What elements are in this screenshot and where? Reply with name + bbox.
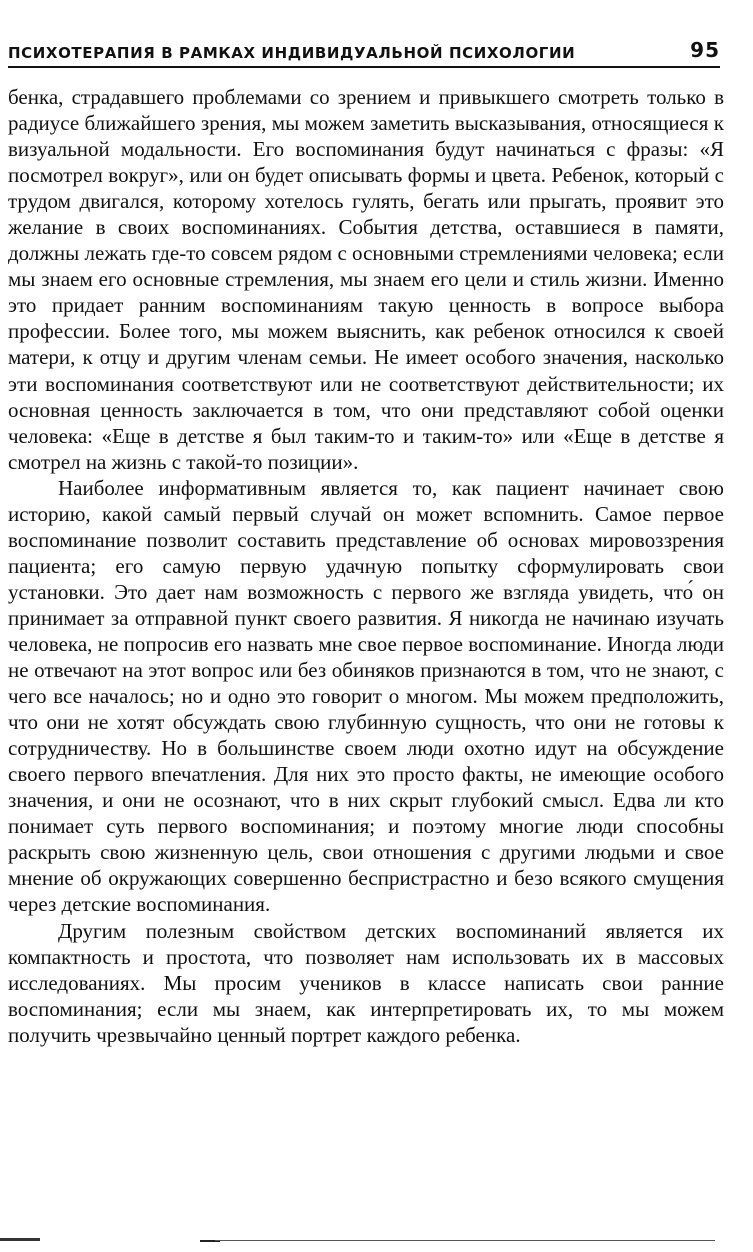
bottom-rule (215, 1240, 715, 1241)
paragraph-first-memory: Наиболее информативным является то, как пациент начинает свою историю, какой самый первый случай он может вспомнить. Самое первое воспоминание позволит составить представление об основах мировоззрения пациента; его самую первую удачную попытку сформулировать свои установки. Это дает нам возможность с первого же взгляда увидеть, что́ он принимает за отправной пункт своего развития. Я никогда не начинаю изучать человека, не попросив его назвать мне свое первое воспоминание. Иногда люди не отвечают на этот вопрос или без обиняков признаются в том, что не знают, с чего все началось; но и одно это говорит о многом. Мы можем предположить, что они не хотят обсуждать свою глубинную сущность, что они не готовы к сотрудничеству. Но в большинстве своем люди охотно идут на обсуждение своего первого впечатления. Для них это просто факты, не имеющие особого значения, и они не осознают, что в них скрыт глубокий смысл. Едва ли кто понимает суть первого воспоминания; и поэтому многие люди способны раскрыть свою жизненную цель, свои отношения с другими людьми и свое мнение об окружающих совершенно беспристрастно и безо всякого смущения через детские воспоминания. (8, 475, 724, 917)
running-title: ПСИХОТЕРАПИЯ В РАМКАХ ИНДИВИДУАЛЬНОЙ ПСИХОЛОГИИ (8, 44, 576, 62)
running-head (8, 38, 720, 68)
page-number: 95 (690, 38, 720, 62)
paragraph-continued: бенка, страдавшего проблемами со зрением и привыкшего смотреть только в радиусе ближайшего зрения, мы можем заметить высказывания, относящиеся к визуальной модальности. Его воспоминания будут начинаться с фразы: «Я посмотрел вокруг», или он будет описывать формы и цвета. Ребенок, который с трудом двигался, которому хотелось гулять, бегать или прыгать, проявит это желание в своих воспоминаниях. События детства, оставшиеся в памяти, должны лежать где-то совсем рядом с основными стремлениями человека; если мы знаем его основные стремления, мы знаем его цели и стиль жизни. Именно это придает ранним воспоминаниям такую ценность в вопросе выбора профессии. Более того, мы можем выяснить, как ребенок относился к своей матери, к отцу и другим членам семьи. Не имеет особого значения, насколько эти воспоминания соответствуют или не соответствуют действительности; их основная ценность заключается в том, что они представляют собой оценки человека: «Еще в детстве я был таким-то и таким-то» или «Еще в детстве я смотрел на жизнь с такой-то позиции». (8, 85, 724, 474)
body-text (8, 84, 724, 1048)
paragraph-mass-studies: Другим полезным свойством детских воспоминаний является их компактность и простота, что позволяет нам использовать их в массовых исследованиях. Мы просим учеников в классе написать свои ранние воспоминания; если мы знаем, как интерпретировать их, то мы можем получить чрезвычайно ценный портрет каждого ребенка. (8, 918, 724, 1047)
scan-edge-mark (0, 1238, 40, 1241)
